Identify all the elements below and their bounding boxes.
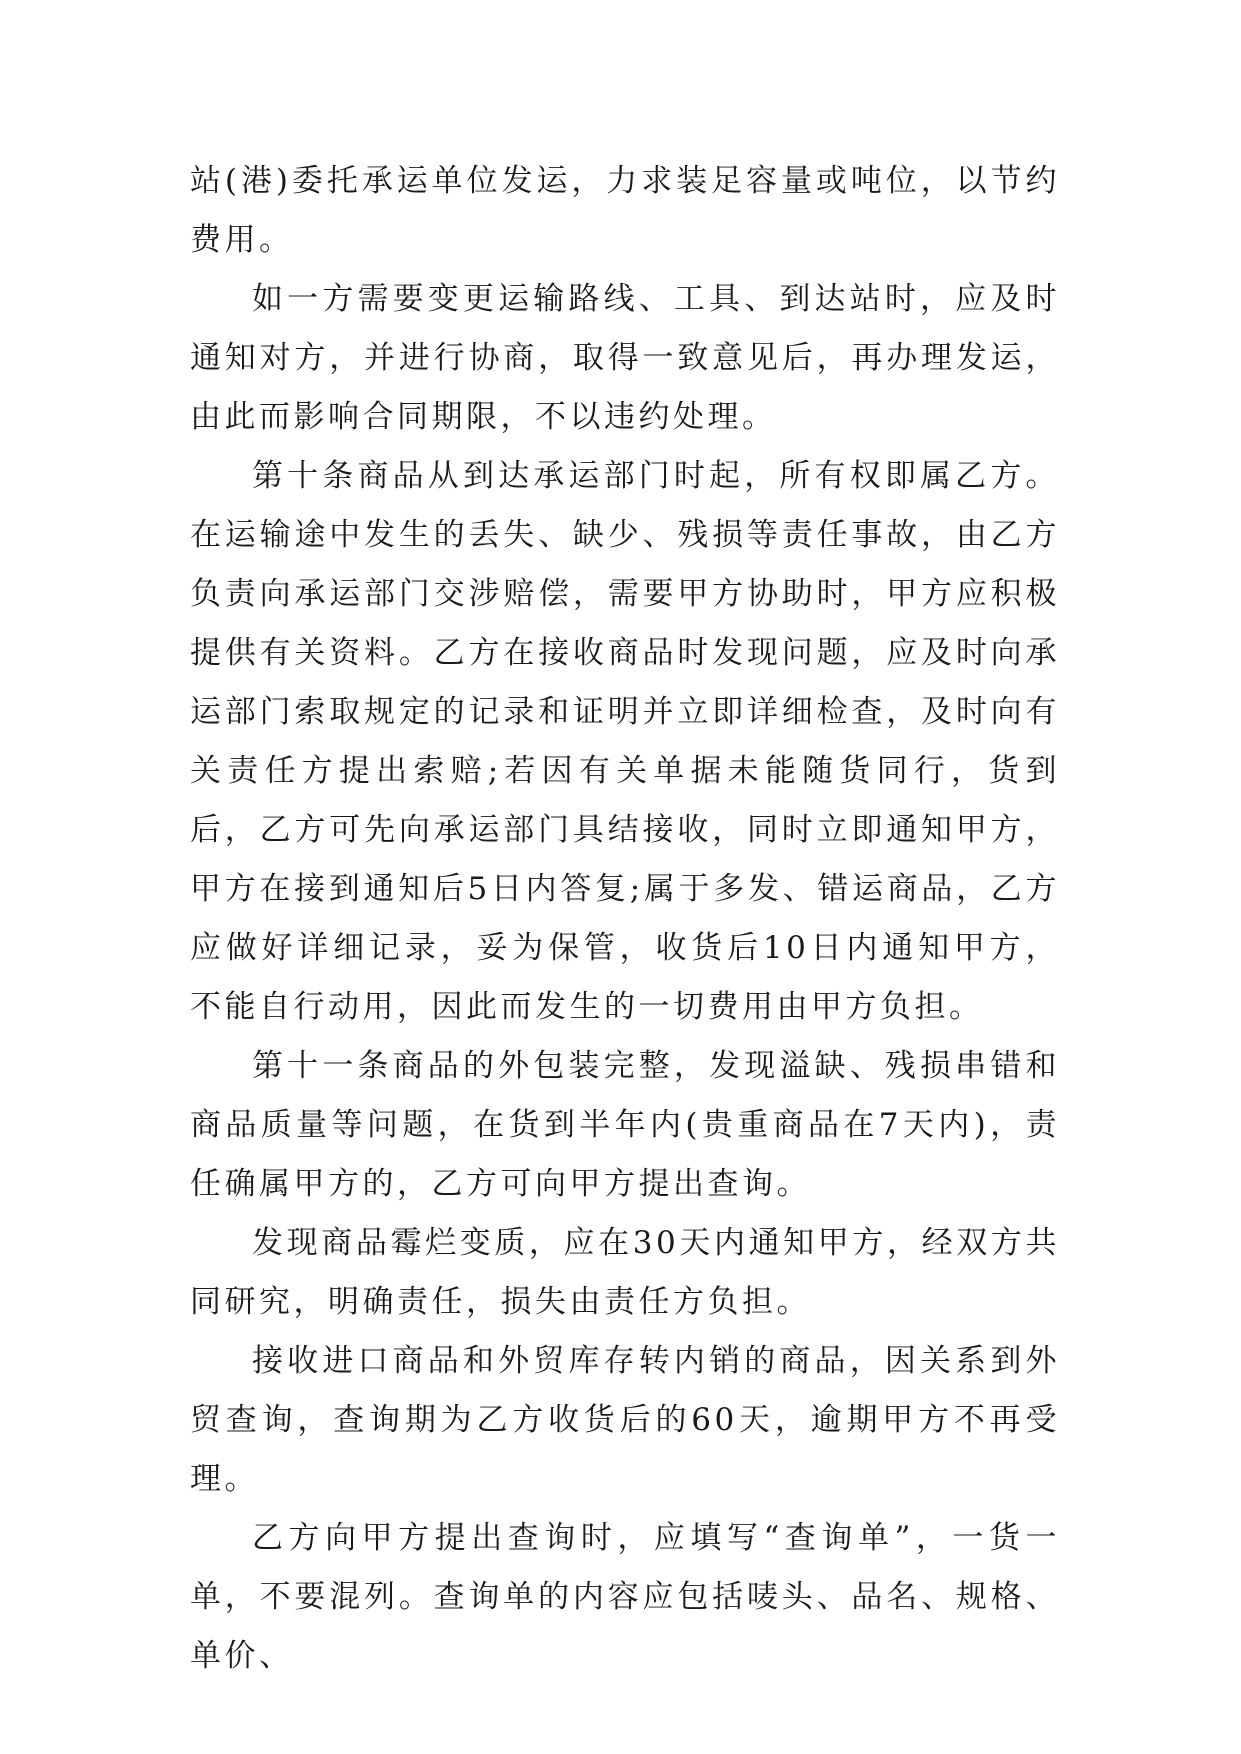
paragraph-7: 乙方向甲方提出查询时，应填写“查询单”，一货一单，不要混列。查询单的内容应包括唛头、品名、规格、单价、 (190, 1520, 1060, 1674)
paragraph-3: 第十条商品从到达承运部门时起，所有权即属乙方。在运输途中发生的丢失、缺少、残损等责任事故，由乙方负责向承运部门交涉赔偿，需要甲方协助时，甲方应积极提供有关资料。乙方在接收商品时发现问题，应及时向承运部门索取规定的记录和证明并立即详细检查，及时向有关责任方提出索赔;若因有关单据未能随货同行，货到后，乙方可先向承运部门具结接收，同时立即通知甲方，甲方在接到通知后5日内答复;属于多发、错运商品，乙方应做好详细记录，妥为保管，收货后10日内通知甲方，不能自行动用，因此而发生的一切费用由甲方负担。 (190, 458, 1060, 1025)
paragraph-4: 第十一条商品的外包装完整，发现溢缺、残损串错和商品质量等问题，在货到半年内(贵重商品在7天内)，责任确属甲方的，乙方可向甲方提出查询。 (190, 1048, 1060, 1202)
paragraph-5: 发现商品霉烂变质，应在30天内通知甲方，经双方共同研究，明确责任，损失由责任方负担。 (190, 1225, 1060, 1320)
paragraph-1-continued: 站(港)委托承运单位发运，力求装足容量或吨位，以节约费用。 (190, 163, 1060, 258)
paragraph-6: 接收进口商品和外贸库存转内销的商品，因关系到外贸查询，查询期为乙方收货后的60天，逾期甲方不再受理。 (190, 1343, 1060, 1497)
paragraph-2: 如一方需要变更运输路线、工具、到达站时，应及时通知对方，并进行协商，取得一致意见后，再办理发运，由此而影响合同期限，不以违约处理。 (190, 281, 1060, 435)
document-body (190, 152, 1060, 1686)
